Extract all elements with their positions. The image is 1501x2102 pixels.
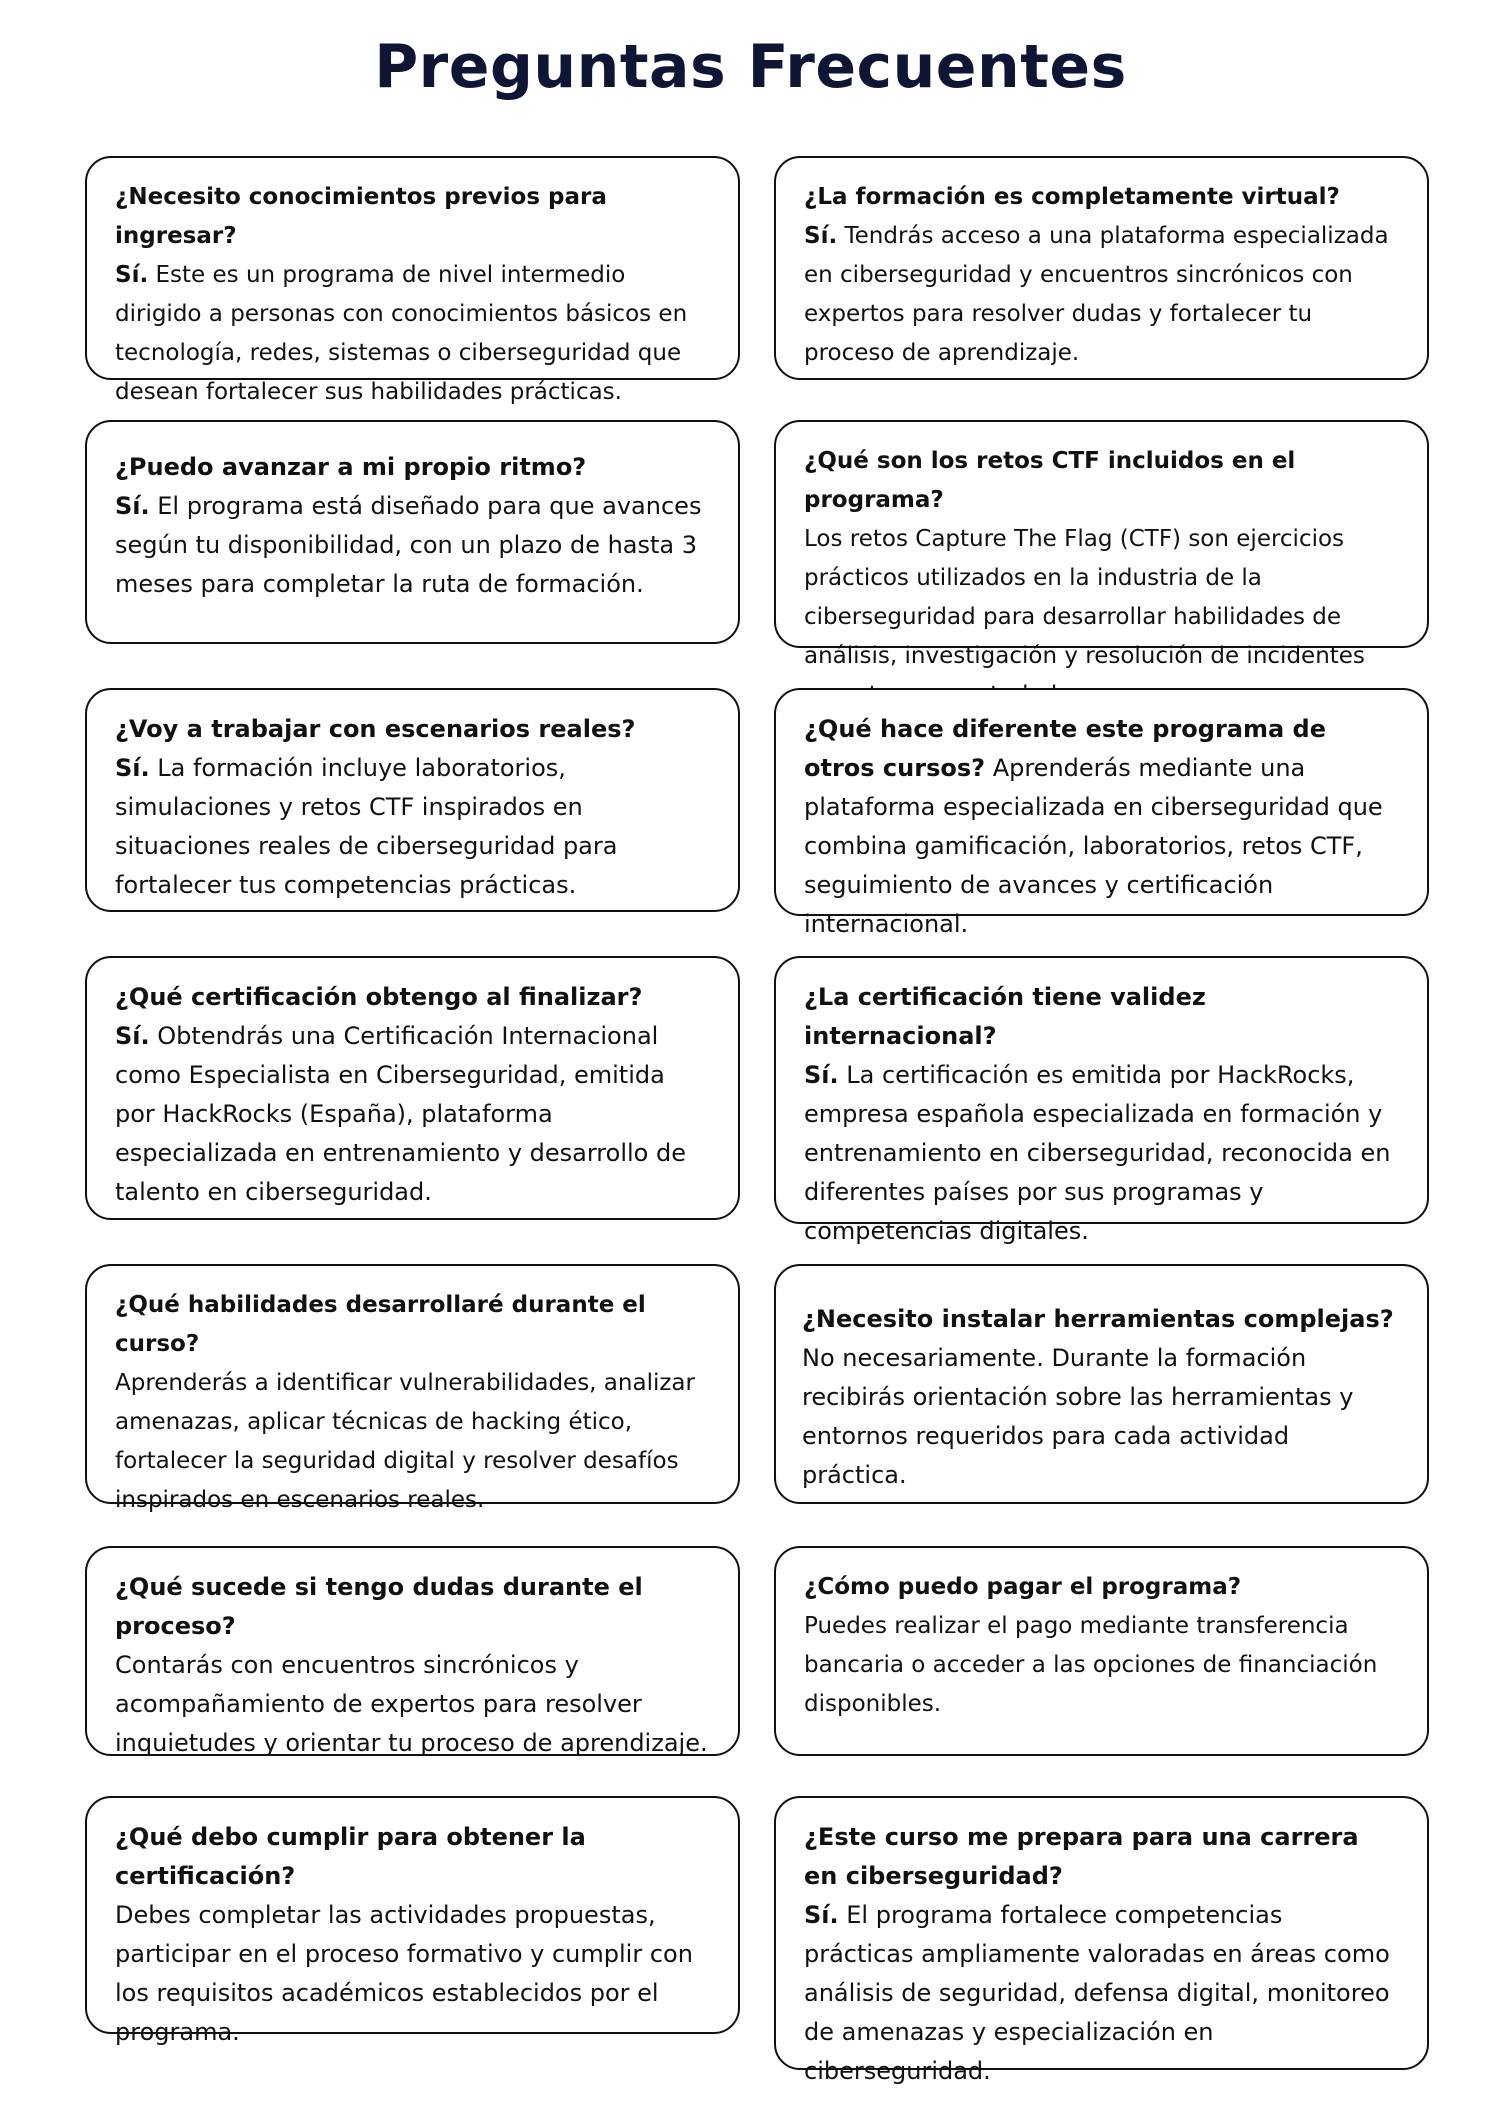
faq-question: ¿Qué hace diferente este programa de otros cursos? xyxy=(804,715,1327,782)
faq-question: ¿La formación es completamente virtual? xyxy=(804,184,1340,210)
faq-question: ¿Este curso me prepara para una carrera en ciberseguridad? xyxy=(804,1823,1359,1890)
faq-answer: Tendrás acceso a una plataforma especializada en ciberseguridad y encuentros sincrónicos con expertos para resolver dudas y fortalecer tu proceso de aprendizaje. xyxy=(804,223,1389,366)
faq-card xyxy=(774,1546,1429,1756)
faq-card xyxy=(774,156,1429,380)
faq-question: ¿Necesito conocimientos previos para ingresar? xyxy=(115,184,607,249)
faq-card xyxy=(85,420,740,644)
faq-card xyxy=(85,1546,740,1756)
faq-question: ¿Qué sucede si tengo dudas durante el proceso? xyxy=(115,1573,643,1640)
faq-yes: Sí. xyxy=(115,754,150,782)
faq-yes: Sí. xyxy=(115,492,150,520)
faq-yes: Sí. xyxy=(804,1061,839,1089)
faq-answer: Aprenderás mediante una plataforma especializada en ciberseguridad que combina gamificación, laboratorios, retos CTF, seguimiento de avances y certificación internacional. xyxy=(804,754,1383,938)
faq-answer: El programa está diseñado para que avances según tu disponibilidad, con un plazo de hasta 3 meses para completar la ruta de formación. xyxy=(115,492,702,598)
faq-card xyxy=(774,956,1429,1245)
faq-card xyxy=(85,1796,740,2046)
faq-card xyxy=(774,420,1429,669)
faq-answer: El programa fortalece competencias prácticas ampliamente valoradas en áreas como análisis de seguridad, defensa digital, monitoreo de amenazas y especialización en ciberseguridad. xyxy=(804,1901,1390,2085)
faq-question: ¿Voy a trabajar con escenarios reales? xyxy=(115,715,636,743)
faq-answer: Obtendrás una Certificación Internacional como Especialista en Ciberseguridad, emitida por HackRocks (España), plataforma especializada en entrenamiento y desarrollo de talento en ciberseguridad. xyxy=(115,1022,686,1206)
faq-card xyxy=(85,156,740,405)
faq-card xyxy=(774,688,1429,938)
faq-question: ¿La certificación tiene validez internacional? xyxy=(804,983,1206,1050)
faq-question: ¿Qué son los retos CTF incluidos en el programa? xyxy=(804,448,1296,513)
faq-yes: Sí. xyxy=(804,223,838,249)
faq-question: ¿Qué habilidades desarrollaré durante el curso? xyxy=(115,1292,646,1357)
faq-answer: Los retos Capture The Flag (CTF) son ejercicios prácticos utilizados en la industria de la ciberseguridad para desarrollar habilidades de análisis, investigación y resolución de incidentes xyxy=(804,526,1365,669)
faq-answer: Puedes realizar el pago mediante transferencia bancaria o acceder a las opciones de financiación disponibles. xyxy=(804,1613,1378,1717)
faq-card xyxy=(85,1264,740,1513)
faq-answer: Contarás con encuentros sincrónicos y acompañamiento de expertos para resolver inquietudes y orientar tu proceso de aprendizaje. xyxy=(115,1651,708,1757)
faq-yes: Sí. xyxy=(115,1022,150,1050)
faq-card xyxy=(774,1264,1429,1504)
faq-question: ¿Qué certificación obtengo al finalizar? xyxy=(115,983,643,1011)
faq-card xyxy=(85,956,740,1220)
faq-question: ¿Cómo puedo pagar el programa? xyxy=(804,1574,1242,1600)
faq-question: ¿Puedo avanzar a mi propio ritmo? xyxy=(115,453,587,481)
faq-answer: Este es un programa de nivel intermedio dirigido a personas con conocimientos básicos en tecnología, redes, sistemas o ciberseguridad que desean fortalecer sus habilidades prácticas. xyxy=(115,262,688,405)
faq-answer: Debes completar las actividades propuestas, participar en el proceso formativo y cumplir con los requisitos académicos establecidos por el programa. xyxy=(115,1901,693,2046)
faq-card xyxy=(85,688,740,912)
faq-card xyxy=(774,1796,1429,2085)
faq-yes: Sí. xyxy=(804,1901,839,1929)
faq-yes: Sí. xyxy=(115,262,149,288)
faq-question: ¿Qué debo cumplir para obtener la certificación? xyxy=(115,1823,586,1890)
faq-answer: La formación incluye laboratorios, simulaciones y retos CTF inspirados en situaciones reales de ciberseguridad para fortalecer tus competencias prácticas. xyxy=(115,754,618,899)
faq-answer: La certificación es emitida por HackRocks, empresa española especializada en formación y entrenamiento en ciberseguridad, reconocida en diferentes países por sus programas y competencias digitales. xyxy=(804,1061,1391,1245)
page-title: Preguntas Frecuentes xyxy=(374,32,1127,102)
faq-answer: Aprenderás a identificar vulnerabilidades, analizar amenazas, aplicar técnicas de hacking ético, fortalecer la seguridad digital y resolver desafíos inspirados en escenarios reales. xyxy=(115,1370,695,1513)
faq-question: ¿Necesito instalar herramientas complejas? xyxy=(802,1305,1394,1333)
faq-answer: No necesariamente. Durante la formación recibirás orientación sobre las herramientas y entornos requeridos para cada actividad práctica. xyxy=(802,1344,1354,1489)
